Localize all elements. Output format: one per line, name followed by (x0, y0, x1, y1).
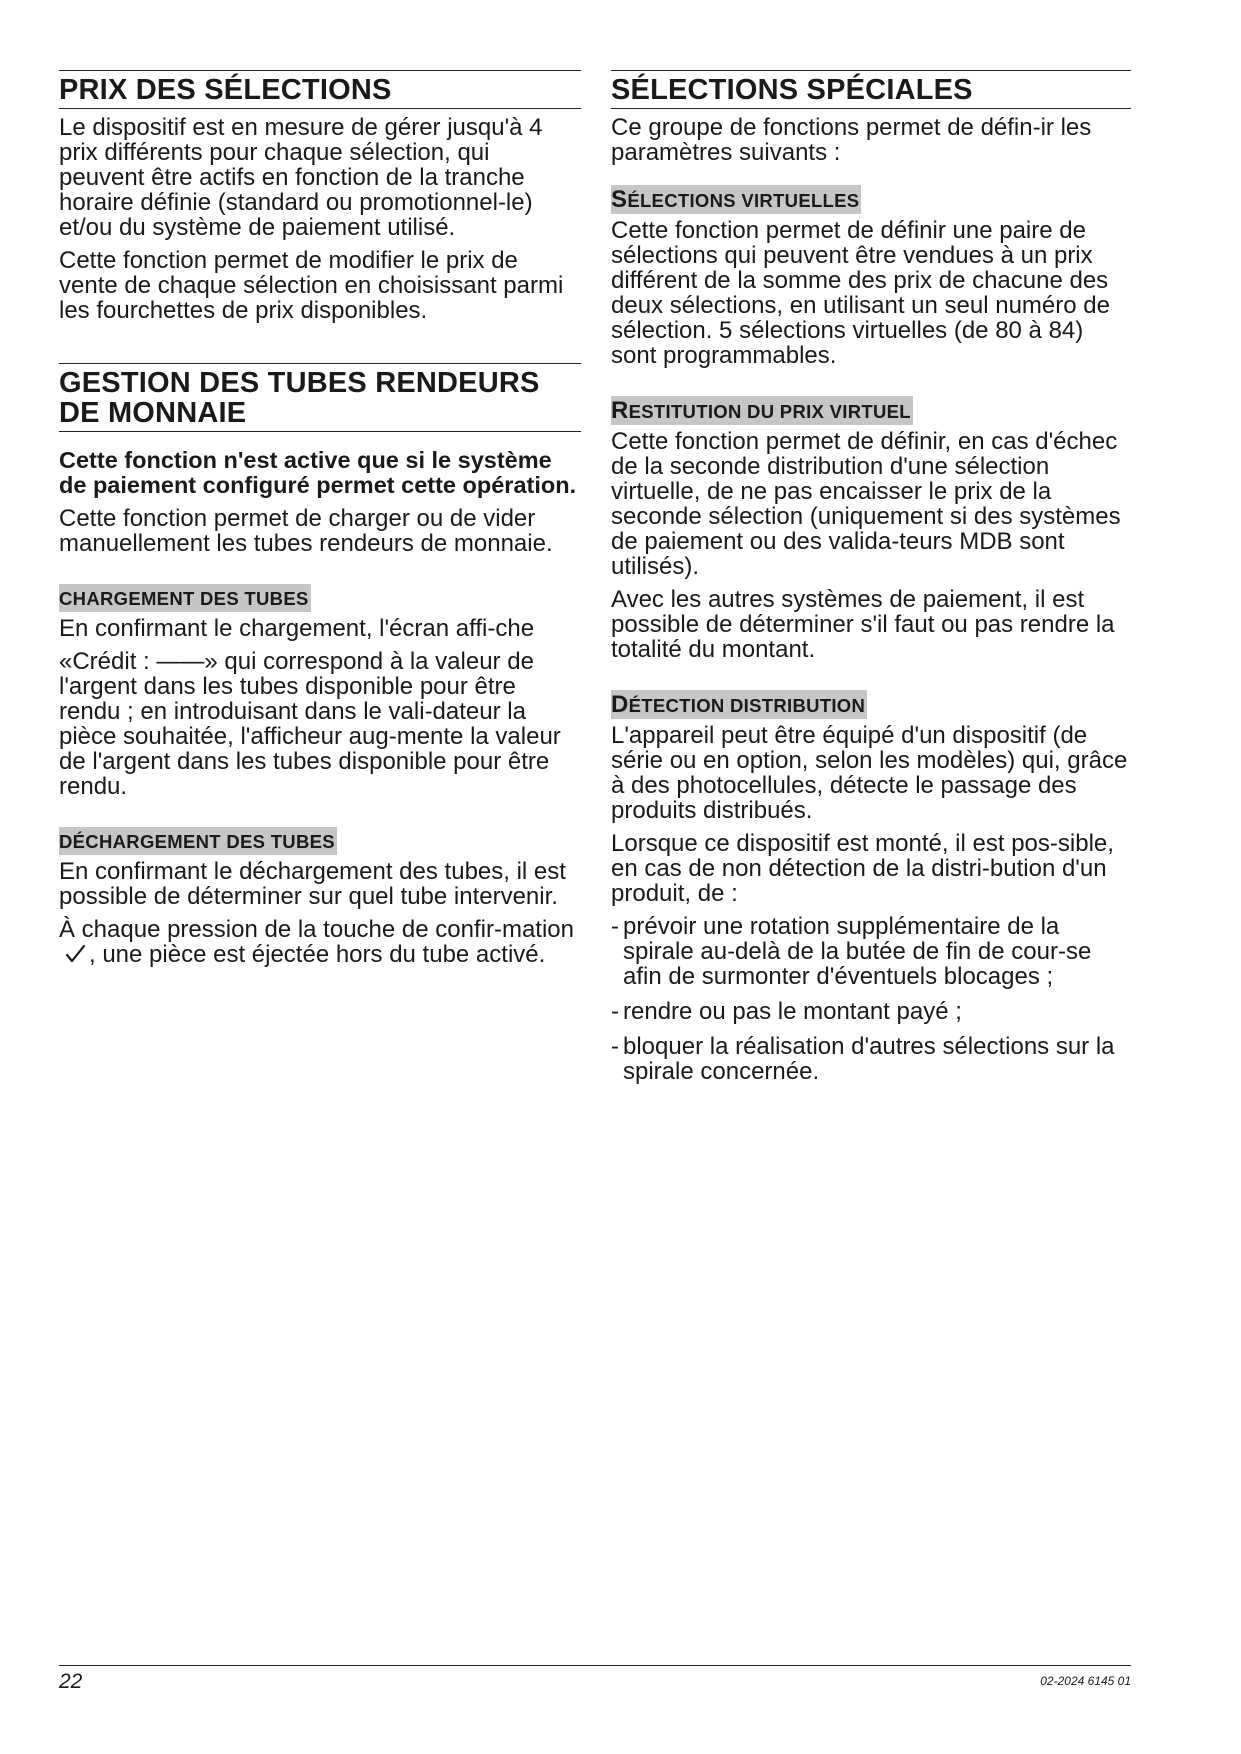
left-column (59, 70, 581, 975)
chargement-paragraph-2: «Crédit : ——» qui correspond à la valeur de l'argent dans les tubes disponible pour être rendu ; en introduisant dans le vali-dateur la pièce souhaitée, l'afficheur aug-mente la valeur de l'argent dans les tubes disponible pour être rendu. (59, 648, 561, 800)
subsection-title-restitution (611, 396, 913, 425)
list-item: - bloquer la réalisation d'autres sélections sur la spirale concernée. (611, 1034, 1131, 1084)
gestion-paragraph-1: Cette fonction permet de charger ou de vider manuellement les tubes rendeurs de monnaie. (59, 505, 553, 557)
subsection-title-restitution-lead: R (611, 397, 629, 424)
subsection-title-virtuelles (611, 185, 861, 214)
subsection-title-restitution-rest: ESTITUTION DU PRIX VIRTUEL (628, 401, 911, 422)
subsection-title-virtuelles-lead: S (611, 186, 628, 213)
checkmark-icon (64, 943, 86, 965)
prix-paragraph-2: Cette fonction permet de modifier le prix de vente de chaque sélection en choisissant parmi les fourchettes de prix disponibles. (59, 247, 564, 324)
detection-paragraph-2: Lorsque ce dispositif est monté, il est pos-sible, en cas de non détection de la distri-bution d'un produit, de : (611, 830, 1114, 907)
dechargement-paragraph-2 (59, 917, 581, 967)
subsection-title-detection (611, 690, 867, 719)
page-number: 22 (59, 1670, 83, 1693)
subsection-title-chargement: CHARGEMENT DES TUBES (59, 584, 311, 612)
document-code: 02-2024 6145 01 (1040, 1674, 1131, 1688)
dechargement-paragraph-1: En confirmant le déchargement des tubes, il est possible de déterminer sur quel tube intervenir. (59, 858, 566, 910)
detection-paragraph-1: L'appareil peut être équipé d'un dispositif (de série ou en option, selon les modèles) qui, grâce à des photocellules, détecte le passage des produits distribués. (611, 722, 1128, 824)
prix-paragraph-1: Le dispositif est en mesure de gérer jusqu'à 4 prix différents pour chaque sélection, qui peuvent être actifs en fonction de la tranche horaire définie (standard ou promotionnel-le) et/ou du système de paiement utilisé. (59, 114, 543, 241)
section-title-speciales: SÉLECTIONS SPÉCIALES (611, 70, 1131, 109)
virtuelles-paragraph-1: Cette fonction permet de définir une paire de sélections qui peuvent être vendues à un prix différent de la somme des prix de chacune des deux sélections, en utilisant un seul numéro de sélection. 5 sélections virtuelles (de 80 à 84) sont programmables. (611, 217, 1110, 369)
chargement-paragraph-1: En confirmant le chargement, l'écran affi-che (59, 615, 535, 642)
detection-list (611, 914, 1131, 1084)
section-title-gestion: GESTION DES TUBES RENDEURS DE MONNAIE (59, 363, 581, 432)
subsection-title-dechargement: DÉCHARGEMENT DES TUBES (59, 827, 337, 855)
list-item: - prévoir une rotation supplémentaire de la spirale au-delà de la butée de fin de cour-se afin de surmonter d'éventuels blocages ; (611, 914, 1131, 989)
restitution-paragraph-2: Avec les autres systèmes de paiement, il est possible de déterminer s'il faut ou pas rendre la totalité du montant. (611, 586, 1115, 663)
dechargement-paragraph-2-end: , une pièce est éjectée hors du tube activé. (89, 941, 546, 968)
right-column (611, 70, 1131, 1094)
list-item: - rendre ou pas le montant payé ; (611, 999, 1131, 1024)
restitution-paragraph-1: Cette fonction permet de définir, en cas d'échec de la seconde distribution d'une sélection virtuelle, de ne pas encaisser le prix de la seconde sélection (uniquement si des systèmes de paiement ou des valida-teurs MDB sont utilisés). (611, 428, 1121, 580)
speciales-paragraph-1: Ce groupe de fonctions permet de défin-ir les paramètres suivants : (611, 114, 1092, 166)
subsection-title-virtuelles-rest: ÉLECTIONS VIRTUELLES (627, 190, 860, 211)
subsection-title-detection-lead: D (611, 691, 629, 718)
dechargement-paragraph-2-start: À chaque pression de la touche de confir-mation (59, 916, 574, 943)
section-title-prix: PRIX DES SÉLECTIONS (59, 70, 581, 109)
page-footer (59, 1665, 1131, 1693)
gestion-bold-note: Cette fonction n'est active que si le système de paiement configuré permet cette opération. (59, 447, 577, 498)
subsection-title-detection-rest: ÉTECTION DISTRIBUTION (628, 695, 866, 716)
